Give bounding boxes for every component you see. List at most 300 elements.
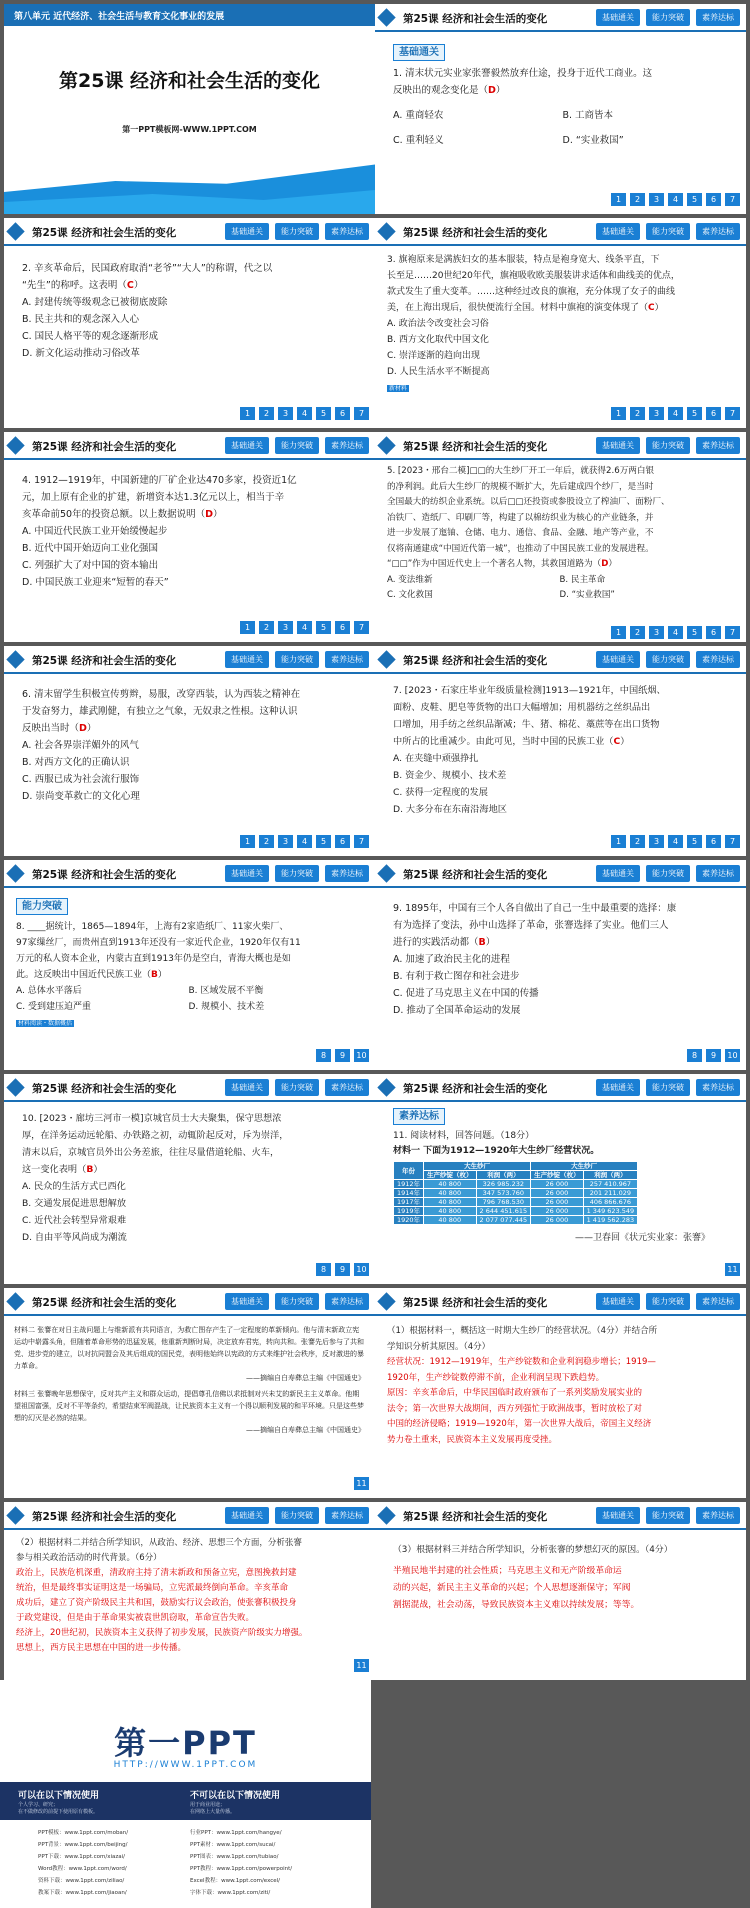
page-button[interactable]: 5 — [687, 407, 702, 420]
option: D. 中国民族工业迎来“短暂的春天” — [22, 577, 169, 588]
page-button[interactable]: 5 — [316, 835, 331, 848]
answer-text: 成功后，建立了资产阶级民主共和国，鼓励实行议会政治，使张謇积极投身 — [16, 1598, 297, 1608]
ad-link[interactable]: Word教程：www.1ppt.com/word/ — [38, 1866, 127, 1872]
table-cell: 1919年 — [394, 1207, 424, 1216]
ad-link[interactable]: PPT素材：www.1ppt.com/sucai/ — [190, 1842, 276, 1848]
ad-link[interactable]: 资料下载：www.1ppt.com/ziliao/ — [38, 1878, 125, 1884]
answer: C — [126, 280, 134, 291]
option: B. 民主共和的观念深入人心 — [22, 314, 140, 325]
page-button[interactable]: 3 — [649, 626, 664, 639]
page-button[interactable]: 2 — [630, 193, 645, 206]
tab-basic[interactable]: 基础通关 — [596, 651, 640, 668]
page-button[interactable]: 8 — [316, 1263, 331, 1276]
lesson-title: 第25课 经济和社会生活的变化 — [403, 1083, 548, 1095]
page-button[interactable]: 3 — [649, 407, 664, 420]
page-button[interactable]: 2 — [630, 835, 645, 848]
option: A. 在夹缝中顽强挣扎 — [393, 753, 479, 764]
question-text: 1. 清末状元实业家张謇毅然放弃仕途，投身于近代工商业。这 — [393, 68, 653, 79]
answer-text: 1920年，生产纱锭数停滞不前，企业利润呈现下跌趋势。 — [387, 1372, 605, 1383]
diamond-icon — [6, 436, 24, 454]
lesson-title: 第25课 经济和社会生活的变化 — [403, 441, 548, 453]
answer: B — [151, 970, 158, 980]
slide-header — [375, 432, 746, 460]
table-header: 利润（两） — [476, 1171, 531, 1180]
option: D. 大多分布在东南沿海地区 — [393, 804, 507, 815]
page-button[interactable]: 3 — [278, 835, 293, 848]
question-text: 清末以后，京城官员外出公务差旅，往往尽量借道轮船、火车， — [22, 1147, 280, 1158]
page-button[interactable]: 1 — [611, 407, 626, 420]
slide-q5 — [375, 432, 746, 642]
ad-link[interactable]: 字体下载：www.1ppt.com/ziti/ — [190, 1890, 271, 1896]
can-use-item: 个人学习、研究； — [18, 1802, 59, 1808]
slide-header — [375, 860, 746, 888]
question-text: 厚，在洋务运动远轮船、办铁路之初，动辄阶起反对，斥为崇洋， — [22, 1130, 289, 1141]
pager — [354, 1659, 369, 1672]
table-row — [394, 1180, 638, 1189]
table-header: 生产纱锭（枚） — [531, 1171, 584, 1180]
option: C. 国民人格平等的观念逐渐形成 — [22, 331, 159, 342]
section-label: 素养达标 — [393, 1108, 445, 1125]
tab-basic[interactable]: 基础通关 — [225, 1293, 269, 1310]
pager — [240, 407, 369, 420]
slide-answer-3 — [375, 1502, 746, 1680]
page-button[interactable]: 1 — [611, 835, 626, 848]
page-button[interactable]: 7 — [354, 407, 369, 420]
diamond-icon — [377, 1292, 395, 1310]
cannot-use-item: 在网络上大量传播。 — [190, 1809, 236, 1815]
page-button[interactable]: 6 — [335, 407, 350, 420]
pager — [725, 1263, 740, 1276]
question-text: 8. ____据统计，1865—1894年，上海有2家造纸厂、11家火柴厂、 — [16, 922, 289, 932]
tab-ability[interactable]: 能力突破 — [646, 1079, 690, 1096]
page-button[interactable]: 7 — [725, 835, 740, 848]
page-button[interactable]: 5 — [687, 193, 702, 206]
tab-ability[interactable]: 能力突破 — [275, 865, 319, 882]
table-cell: 1914年 — [394, 1189, 424, 1198]
page-button[interactable]: 3 — [278, 407, 293, 420]
table-cell: 1920年 — [394, 1216, 424, 1225]
page-button[interactable]: 4 — [668, 835, 683, 848]
page-button[interactable]: 6 — [706, 835, 721, 848]
slide-header — [4, 1288, 375, 1316]
tab-basic[interactable]: 基础通关 — [596, 437, 640, 454]
paren: ） — [654, 303, 664, 313]
table-cell: 26 000 — [531, 1216, 584, 1225]
question-text: 11. 阅读材料，回答问题。（18分） — [393, 1131, 535, 1141]
table-header: 年份 — [394, 1162, 424, 1180]
table-cell: 1 419 562.283 — [583, 1216, 638, 1225]
page-button[interactable]: 2 — [259, 621, 274, 634]
option: D. 崇尚变革救亡的文化心理 — [22, 791, 140, 802]
lesson-title: 第25课 经济和社会生活的变化 — [32, 227, 177, 239]
slide-header — [4, 218, 375, 246]
tab-literacy[interactable]: 素养达标 — [325, 651, 369, 668]
lesson-title: 第25课 经济和社会生活的变化 — [403, 869, 548, 881]
question-text: 万元的私人资本企业，内蒙古直到1913年仍是空白，青海大概也是如 — [16, 954, 291, 964]
slide-q3 — [375, 218, 746, 428]
page-button[interactable]: 5 — [316, 621, 331, 634]
tab-literacy[interactable]: 素养达标 — [696, 1507, 740, 1524]
ad-link[interactable]: Excel教程：www.1ppt.com/excel/ — [190, 1878, 281, 1884]
page-button[interactable]: 2 — [259, 835, 274, 848]
page-button[interactable]: 5 — [316, 407, 331, 420]
slide-q6 — [4, 646, 375, 856]
tab-ability[interactable]: 能力突破 — [275, 1079, 319, 1096]
option: D. “实业救国” — [559, 590, 615, 600]
option: D. 人民生活水平不断提高 — [387, 367, 490, 377]
option: C. 西服已成为社会流行服饰 — [22, 774, 140, 785]
question-text: “先生”的称呼。这表明（ — [22, 280, 127, 291]
tab-literacy[interactable]: 素养达标 — [325, 437, 369, 454]
lesson-title: 第25课 经济和社会生活的变化 — [32, 869, 177, 881]
table-cell: 1917年 — [394, 1198, 424, 1207]
slide-q9 — [375, 860, 746, 1070]
tab-basic[interactable]: 基础通关 — [225, 865, 269, 882]
tab-ability[interactable]: 能力突破 — [646, 1293, 690, 1310]
material-two: 材料二 张謇在对日主战问题上与维新派有共同语言，为救亡图存产生了一定程度的革新倾向。他与清末新政立宪运动中崭露头角，但随着革命形势的迅猛发展，他重新判断时局，决定放弃君宪，转向共和。张謇先后参与了共和党、进步党的建立，以对抗同盟会及其后组成的国民党，表明他始终以宪政的方式来维护社会秩序，反对激进的暴力革命。 — [14, 1326, 364, 1370]
tab-basic[interactable]: 基础通关 — [596, 1507, 640, 1524]
question-text: 2. 辛亥革命后，民国政府取消“老爷”“大人”的称谓，代之以 — [22, 263, 273, 274]
tab-basic[interactable]: 基础通关 — [225, 223, 269, 240]
table-cell: 40 800 — [424, 1180, 477, 1189]
page-button[interactable]: 1 — [240, 407, 255, 420]
page-button[interactable]: 4 — [668, 407, 683, 420]
answer-text: 于政党建设，但是由于革命果实被袁世凯窃取，革命宣告失败。 — [16, 1613, 255, 1623]
slide-header — [375, 4, 746, 32]
table-row — [394, 1216, 638, 1225]
question-text: 中所占的比重减少。由此可见，当时中国的民族工业（ — [393, 736, 614, 747]
slide-header — [4, 646, 375, 674]
question-text: 3. 旗袍原来是满族妇女的基本服装，特点是袍身宽大、线条平直，下 — [387, 255, 660, 265]
ad-link[interactable]: PPT下载：www.1ppt.com/xiazai/ — [38, 1854, 126, 1860]
table-cell: 257 410.967 — [583, 1180, 638, 1189]
page-button[interactable]: 4 — [297, 407, 312, 420]
option: B. 资金少、规模小、技术差 — [393, 770, 507, 781]
page-button[interactable]: 4 — [668, 193, 683, 206]
diamond-icon — [6, 1292, 24, 1310]
table-cell: 40 800 — [424, 1207, 477, 1216]
question-text: 于发奋努力，雄武刚健，有独立之气象，无奴隶之性根。这种认识 — [22, 706, 298, 717]
page-button[interactable]: 7 — [354, 835, 369, 848]
answer-text: 原因：辛亥革命后，中华民国临时政府颁布了一系列奖励发展实业的 — [387, 1388, 643, 1398]
ad-link[interactable]: PPT图表：www.1ppt.com/tubiao/ — [190, 1854, 279, 1860]
page-button[interactable]: 6 — [706, 626, 721, 639]
diamond-icon — [377, 650, 395, 668]
page-button[interactable]: 3 — [649, 193, 664, 206]
option: B. 近代中国开始迈向工业化强国 — [22, 543, 159, 554]
tab-basic[interactable]: 基础通关 — [596, 1293, 640, 1310]
tab-ability[interactable]: 能力突破 — [646, 1507, 690, 1524]
table-cell: 40 800 — [424, 1216, 477, 1225]
page-button[interactable]: 9 — [706, 1049, 721, 1062]
lesson-title: 第25课 经济和社会生活的变化 — [32, 1297, 177, 1309]
page-button[interactable]: 7 — [725, 626, 740, 639]
tab-literacy[interactable]: 素养达标 — [325, 865, 369, 882]
lesson-title: 第25课 经济和社会生活的变化 — [32, 1083, 177, 1095]
option: D. 新文化运动推动习俗改革 — [22, 348, 140, 359]
page-button[interactable]: 6 — [335, 621, 350, 634]
tab-literacy[interactable]: 素养达标 — [696, 1293, 740, 1310]
tab-ability[interactable]: 能力突破 — [646, 651, 690, 668]
ppt-url[interactable]: HTTP://WWW.1PPT.COM — [113, 1760, 258, 1770]
lesson-title: 第25课 经济和社会生活的变化 — [32, 441, 177, 453]
table-cell: 26 000 — [531, 1198, 584, 1207]
page-button[interactable]: 11 — [725, 1263, 740, 1276]
slide-q8 — [4, 860, 375, 1070]
tab-ability[interactable]: 能力突破 — [646, 437, 690, 454]
answer-text: 经营状况：1912—1919年，生产纱锭数和企业利润稳步增长；1919— — [387, 1357, 656, 1367]
lesson-title: 第25课 经济和社会生活的变化 — [403, 1511, 548, 1523]
slide-header — [375, 646, 746, 674]
page-button[interactable]: 10 — [354, 1049, 369, 1062]
option: A. 社会各界崇洋媚外的风气 — [22, 740, 139, 751]
question-text: 反映出的观念变化是（ — [393, 85, 489, 96]
page-button[interactable]: 6 — [335, 835, 350, 848]
option: B. 民主革命 — [559, 574, 606, 585]
lesson-title: 第25课 经济和社会生活的变化 — [32, 1511, 177, 1523]
table-row — [394, 1198, 638, 1207]
option: D. 推动了全国革命运动的发展 — [393, 1005, 521, 1016]
option: C. 受到建压迫严重 — [16, 1002, 92, 1012]
question-text: 全国最大的纺织企业系统。以后□□还投资或参股设立了榨油厂、面粉厂、 — [387, 497, 670, 507]
question-text: 5. [2023・邢台二模]□□的大生纱厂开工一年后，就获得2.6万两白银 — [387, 466, 655, 476]
diamond-icon — [377, 1078, 395, 1096]
page-button[interactable]: 3 — [649, 835, 664, 848]
option: A. 重商轻农 — [393, 110, 444, 121]
tab-literacy[interactable]: 素养达标 — [325, 1079, 369, 1096]
tab-ability[interactable]: 能力突破 — [646, 223, 690, 240]
page-button[interactable]: 4 — [297, 835, 312, 848]
page-button[interactable]: 1 — [240, 835, 255, 848]
question-text: 参与相关政治活动的时代背景。（6分） — [16, 1553, 162, 1563]
tab-basic[interactable]: 基础通关 — [225, 651, 269, 668]
pager — [687, 1049, 740, 1062]
paren: ） — [620, 736, 630, 747]
slide-q7 — [375, 646, 746, 856]
data-table — [393, 1161, 638, 1225]
page-button[interactable]: 8 — [316, 1049, 331, 1062]
question-text: 亥革命前50年的投资总额。以上数据说明（ — [22, 509, 206, 520]
table-cell: 40 800 — [424, 1198, 477, 1207]
ad-link[interactable]: 教案下载：www.1ppt.com/jiaoan/ — [38, 1890, 127, 1896]
answer-text: 经济上，20世纪初，民族资本主义获得了初步发展，民族资产阶级实力增强。 — [16, 1628, 308, 1638]
page-button[interactable]: 10 — [725, 1049, 740, 1062]
page-button[interactable]: 11 — [354, 1477, 369, 1490]
tab-basic[interactable]: 基础通关 — [225, 1079, 269, 1096]
pager — [316, 1049, 369, 1062]
page-button[interactable]: 6 — [706, 407, 721, 420]
page-button[interactable]: 4 — [668, 626, 683, 639]
page-button[interactable]: 11 — [354, 1659, 369, 1672]
tab-literacy[interactable]: 素养达标 — [696, 651, 740, 668]
page-button[interactable]: 3 — [278, 621, 293, 634]
page-button[interactable]: 1 — [240, 621, 255, 634]
tab-literacy[interactable]: 素养达标 — [325, 223, 369, 240]
tab-literacy[interactable]: 素养达标 — [325, 1293, 369, 1310]
page-button[interactable]: 1 — [611, 626, 626, 639]
question-text: 学知识分析其原因。（4分） — [387, 1341, 491, 1352]
page-button[interactable]: 2 — [259, 407, 274, 420]
question-text: 的净利润。此后大生纱厂的规模不断扩大，先后建成四个纱厂，是当时 — [387, 481, 654, 492]
option: A. 民众的生活方式已西化 — [22, 1181, 126, 1192]
question-text: 进一步发展了迤铀、仓储、电力、通信、食品、金融、地产等产业，不 — [387, 528, 654, 538]
ppt-logo: 第一PPT — [114, 1724, 257, 1762]
option: D. 规模小、技术差 — [188, 1002, 265, 1012]
table-row — [394, 1207, 638, 1216]
tab-basic[interactable]: 基础通关 — [596, 1079, 640, 1096]
material-tag: 材料阅读・数据概括 — [18, 1020, 73, 1027]
option: A. 加速了政治民主化的进程 — [393, 954, 510, 965]
question-text: “□□”作为中国近代史上一个著名人物，其救国道路为（ — [387, 559, 602, 569]
diamond-icon — [6, 1506, 24, 1524]
ad-link[interactable]: PPT教程：www.1ppt.com/powerpoint/ — [190, 1866, 293, 1872]
tab-basic[interactable]: 基础通关 — [596, 223, 640, 240]
page-button[interactable]: 5 — [687, 835, 702, 848]
table-cell: 201 211.029 — [583, 1189, 638, 1198]
question-text: 美，在上海出现后，很快便流行全国。材料中旗袍的演变体现了（ — [387, 303, 649, 313]
question-text: 口增加，用手纺之丝织品渐减；牛、猪、棉花、藁蔗等在出口货物 — [393, 719, 660, 730]
page-button[interactable]: 7 — [725, 193, 740, 206]
table-cell: 40 800 — [424, 1189, 477, 1198]
table-cell: 26 000 — [531, 1207, 584, 1216]
option: A. 封建传统等级观念已被彻底废除 — [22, 297, 168, 308]
diamond-icon — [377, 1506, 395, 1524]
table-header: 利润（两） — [583, 1171, 638, 1180]
option: C. 获得一定程度的发展 — [393, 787, 488, 798]
answer-text: 政治上，民族危机深重，清政府主持了清末新政和预备立宪，意图挽救封建 — [16, 1568, 297, 1578]
ad-link[interactable]: 行业PPT：www.1ppt.com/hangye/ — [190, 1830, 282, 1836]
diamond-icon — [6, 864, 24, 882]
table-group: 大生纱厂 — [531, 1162, 638, 1171]
page-button[interactable]: 7 — [354, 621, 369, 634]
tab-basic[interactable]: 基础通关 — [225, 1507, 269, 1524]
page-button[interactable]: 8 — [687, 1049, 702, 1062]
tab-literacy[interactable]: 素养达标 — [325, 1507, 369, 1524]
question-text: 7. [2023・石家庄毕业年级质量检测]1913—1921年，中国纸烟、 — [393, 685, 666, 696]
tab-ability[interactable]: 能力突破 — [646, 9, 690, 26]
table-cell: 2 077 077.445 — [476, 1216, 531, 1225]
answer: C — [648, 303, 655, 313]
page-button[interactable]: 2 — [630, 626, 645, 639]
page-button[interactable]: 9 — [335, 1263, 350, 1276]
slide-header — [4, 1502, 375, 1530]
unit-title: 第八单元 近代经济、社会生活与教育文化事业的发展 — [14, 12, 225, 22]
question-text: （3）根据材料三并结合所学知识，分析张謇的梦想幻灭的原因。（4分） — [393, 1545, 673, 1555]
page-button[interactable]: 5 — [687, 626, 702, 639]
answer: D — [601, 559, 609, 569]
new-material-tag: 新材料 — [389, 385, 408, 392]
page-button[interactable]: 4 — [297, 621, 312, 634]
paren: ） — [212, 509, 223, 520]
paren: ） — [133, 280, 144, 291]
table-cell: 26 000 — [531, 1189, 584, 1198]
material-three: 材料三 张謇晚年思想保守，反对共产主义和群众运动，提倡尊孔信佛以求抵制对兴未艾的新民主主义革命。他期望祖国富强，反对不平等条约，希望结束军阀混战，让民族资本主义有一个得以顺利发展的和平环境。只是这些梦想的幻灭是必然的结果。 — [14, 1390, 364, 1422]
option: B. 区域发展不平衡 — [188, 986, 264, 996]
tab-ability[interactable]: 能力突破 — [275, 651, 319, 668]
page-button[interactable]: 9 — [335, 1049, 350, 1062]
option: C. 崇洋逐渐的趋向出现 — [387, 351, 481, 361]
tab-literacy[interactable]: 素养达标 — [696, 1079, 740, 1096]
tab-literacy[interactable]: 素养达标 — [696, 437, 740, 454]
cannot-use-item: 用于商业用途； — [190, 1802, 226, 1808]
table-cell: 406 866.676 — [583, 1198, 638, 1207]
ad-slide — [0, 1680, 371, 1908]
tab-literacy[interactable]: 素养达标 — [696, 865, 740, 882]
answer-text: 思想上，西方民主思想在中国的进一步传播。 — [16, 1643, 187, 1653]
tab-literacy[interactable]: 素养达标 — [696, 9, 740, 26]
answer-text: 半殖民地半封建的社会性质；马克思主义和无产阶级革命运 — [393, 1566, 622, 1576]
can-use-title: 可以在以下情况使用 — [18, 1791, 100, 1801]
page-button[interactable]: 2 — [630, 407, 645, 420]
pager — [611, 835, 740, 848]
slide-q4 — [4, 432, 375, 642]
tab-basic[interactable]: 基础通关 — [225, 437, 269, 454]
pager — [611, 407, 740, 420]
ad-link[interactable]: PPT背景：www.1ppt.com/beijing/ — [38, 1842, 128, 1848]
page-button[interactable]: 10 — [354, 1263, 369, 1276]
tab-ability[interactable]: 能力突破 — [275, 1507, 319, 1524]
pager — [240, 621, 369, 634]
slide-header — [375, 1288, 746, 1316]
pager — [611, 193, 740, 206]
option: B. 西方文化取代中国文化 — [387, 335, 489, 345]
page-button[interactable]: 6 — [706, 193, 721, 206]
paren: ） — [86, 723, 97, 734]
paren: ） — [93, 1164, 103, 1175]
page-button[interactable]: 7 — [725, 407, 740, 420]
page-button[interactable]: 1 — [611, 193, 626, 206]
tab-ability[interactable]: 能力突破 — [275, 223, 319, 240]
answer-text: 统治，但是最终事实证明这是一场骗局，立宪派最终倒向革命。辛亥革命 — [16, 1583, 289, 1593]
table-cell: 2 644 451.615 — [476, 1207, 531, 1216]
slide-header — [375, 218, 746, 246]
ad-link[interactable]: PPT模板：www.1ppt.com/moban/ — [38, 1830, 129, 1836]
material-two-source: ——摘编自白寿彝总主编《中国通史》 — [246, 1374, 365, 1382]
question-text: 款式发生了重大变革。……这种经过改良的旗袍，充分体现了女子的曲线 — [387, 287, 676, 297]
slide-q10 — [4, 1074, 375, 1284]
option: D. “实业救国” — [562, 135, 624, 146]
diamond-icon — [6, 222, 24, 240]
tab-ability[interactable]: 能力突破 — [646, 865, 690, 882]
can-use-item: 在不做修改的前提下使用原有模板。 — [18, 1809, 99, 1815]
slide-q11 — [375, 1074, 746, 1284]
paren: ） — [157, 970, 167, 980]
question-text: 仅将南通建成“中国近代第一城”，也推动了中国民族工业的发展进程。 — [387, 543, 654, 554]
cover-slide — [4, 4, 375, 214]
tab-ability[interactable]: 能力突破 — [275, 1293, 319, 1310]
answer: B — [86, 1164, 94, 1175]
slide-header — [375, 1074, 746, 1102]
slide-header — [4, 432, 375, 460]
question-text: 6. 清末留学生积极宣传剪辫，易服，改穿西装，认为西装之精神在 — [22, 689, 301, 700]
tab-basic[interactable]: 基础通关 — [596, 865, 640, 882]
material-three-source: ——摘编自白寿彝总主编《中国通史》 — [246, 1426, 365, 1434]
table-group: 大生纱厂 — [424, 1162, 531, 1171]
tab-basic[interactable]: 基础通关 — [596, 9, 640, 26]
tab-ability[interactable]: 能力突破 — [275, 437, 319, 454]
cover-site: 第一PPT模板网-WWW.1PPT.COM — [122, 125, 257, 134]
lesson-title: 第25课 经济和社会生活的变化 — [32, 655, 177, 667]
diamond-icon — [377, 222, 395, 240]
answer: D — [488, 85, 496, 96]
tab-literacy[interactable]: 素养达标 — [696, 223, 740, 240]
table-cell: 26 000 — [531, 1180, 584, 1189]
option: B. 交通发展促进思想解放 — [22, 1198, 127, 1209]
paren: ） — [608, 559, 617, 569]
cannot-use-title: 不可以在以下情况使用 — [190, 1791, 281, 1801]
question-text: 进行的实践活动都（ — [393, 937, 479, 948]
pager — [316, 1263, 369, 1276]
